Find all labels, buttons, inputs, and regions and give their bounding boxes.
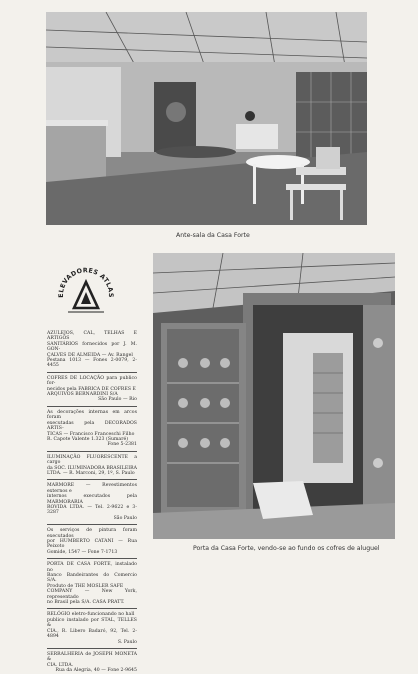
credit-entry	[47, 562, 137, 605]
credit-line: MARMORE — Revestimentos externos e	[47, 483, 137, 494]
photo-ante-room	[46, 12, 367, 225]
credit-line: internos executados pela MARMORARIA	[47, 494, 137, 505]
credit-line: por HUMBERTO CATANI — Rua Peixoto	[47, 539, 137, 550]
credit-divider	[47, 372, 137, 373]
credit-entry	[47, 528, 137, 555]
credit-line: ILUMINAÇÃO FLUORESCENTE a cargo	[47, 454, 137, 466]
credit-line: Gomide, 1547 — Fone 7-1713	[47, 549, 118, 555]
credit-line: R. Capote Valente 1.323 (Sumaré)	[47, 436, 129, 442]
credit-line: COMPANY — New York, representado	[47, 589, 137, 600]
svg-text:ELEVADORES ATLAS: ELEVADORES ATLAS	[57, 267, 115, 298]
credit-line: executadas pela DECORADOS ARTIS-	[47, 420, 137, 432]
credit-entry	[47, 612, 137, 644]
credit-line: RELÓGIO eletro-funcionando no hall	[47, 612, 135, 618]
atlas-elevator-logo	[54, 262, 118, 326]
credit-divider	[47, 479, 137, 480]
credit-line: da SOC. ILUMINADORA BRASILEIRA	[47, 465, 137, 471]
credit-divider	[47, 608, 137, 609]
credit-line: Banco Bandeirantes do Comercio S/A.	[47, 573, 137, 584]
credit-entry	[47, 455, 137, 477]
credit-line: Os serviços de pintura foram executados	[47, 528, 137, 539]
credit-line: necidos pela FABRICA DE COFRES E	[47, 386, 136, 392]
credit-line: CIA. LTDA.	[47, 662, 74, 668]
credit-line: ARQUIVOS BERNARDINI S/A	[47, 392, 118, 398]
photo-vault-door	[153, 253, 395, 539]
credit-location: São Paulo	[113, 515, 137, 521]
credit-location: Fone 5-2381	[107, 442, 137, 448]
credit-line: publico instalado por STAL, TELLES &	[47, 617, 137, 629]
credit-line: Pestana 1013 — Fones 2-0079, 2-4455	[47, 358, 137, 369]
credit-line: AZULEJOS, CAL, TELHAS E ARTIGOS	[47, 331, 137, 342]
credit-entry	[47, 331, 137, 369]
credit-line: SERRALHERIA de JOSEPH MONETA &	[47, 651, 137, 663]
credit-entry	[47, 652, 137, 674]
credit-entry	[47, 376, 137, 403]
credit-divider	[47, 524, 137, 525]
credit-line: LTDA. — R. Marconi, 29, 1º, S. Paulo	[47, 470, 135, 476]
credit-divider	[47, 648, 137, 649]
credit-line: ÇALVES DE ALMEIDA — Av. Rangel	[47, 352, 133, 358]
credit-line: TICAS — Francisco Franceschi Filho	[47, 431, 135, 437]
credit-divider	[47, 406, 137, 407]
credit-divider	[47, 451, 137, 452]
credit-line: SANITÁRIOS fornecidos por J. M. GON-	[47, 341, 137, 353]
photo-caption-bottom: Porta da Casa Forte, vendo-se ao fundo os cofres de aluguel	[193, 545, 380, 552]
credit-entry	[47, 483, 137, 521]
credit-line: COFRES DE LOCAÇÃO para publico for-	[47, 375, 137, 387]
credit-location: S. Paulo	[117, 639, 137, 645]
credit-line: CIA., R. Libero Badaró, 92, Tel. 2-4894	[47, 628, 137, 640]
credit-line: ROVIDA LTDA. — Tel. 2-9622 e 3-3287	[47, 504, 137, 516]
credit-line: PORTA DE CASA FORTE, instalado no	[47, 562, 137, 573]
credit-line: As decorações internas em arcos foram	[47, 409, 137, 421]
photo-caption-top: Ante-sala da Casa Forte	[176, 232, 250, 239]
credit-location: São Paulo — Rio	[98, 397, 137, 403]
credit-line: Produto de THE MOSLER SAFE	[47, 583, 124, 589]
credit-location: Rua da Alegria, 40 — Fone 2-9645	[55, 668, 137, 674]
credit-entry	[47, 410, 137, 448]
credits-column	[47, 331, 137, 674]
credit-line: no Brasil pela S/A. CASA PRATT.	[47, 600, 125, 606]
